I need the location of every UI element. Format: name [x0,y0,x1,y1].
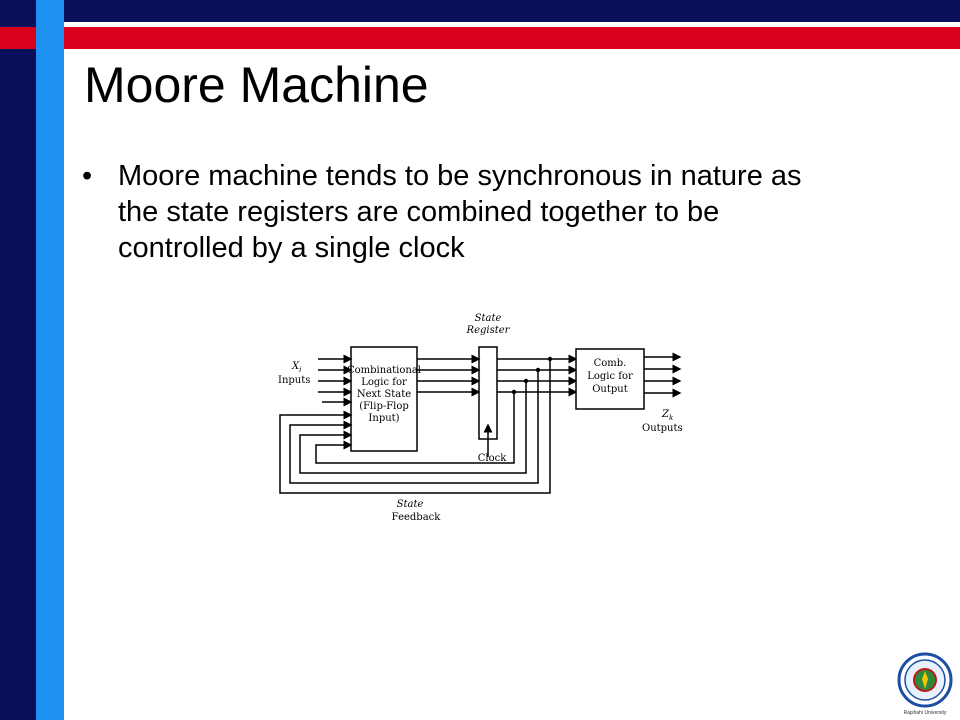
zk-label: $Z_k$ [662,409,674,422]
feedback-label-2: Feedback [391,512,441,523]
left-navy-band [0,0,36,720]
inputs-label: Inputs [278,375,311,386]
xi-label: $X_i$ [292,361,302,374]
clock-label: Clock [477,453,507,464]
block2-line-3: Output [592,384,628,395]
block1-line-2: Logic for [361,377,407,388]
bullet-dot: • [82,160,93,192]
moore-machine-diagram [270,305,700,535]
slide-title: Moore Machine [84,57,429,113]
feedback-label-1: State [396,499,424,510]
svg-text:Rajshahi University: Rajshahi University [903,710,947,716]
block1-line-1: Combinational [347,365,421,376]
block1-line-4: (Flip-Flop [359,401,409,412]
block1-line-3: Next State [356,389,412,400]
outputs-label: Outputs [642,423,683,434]
register-label-1: State [474,313,502,324]
band-gap [36,27,64,49]
register-label-2: Register [466,325,510,336]
bullet-item [82,158,842,266]
left-blue-band [36,0,64,720]
bullet-text: Moore machine tends to be synchronous in nature as the state registers are combined together to be controlled by a single clock [118,160,802,264]
block2-line-1: Comb. [593,358,627,369]
block2-line-2: Logic for [587,371,633,382]
block1-line-5: Input) [368,413,400,424]
university-seal-logo [892,652,958,716]
top-navy-band [64,0,960,22]
top-red-band [0,27,960,49]
